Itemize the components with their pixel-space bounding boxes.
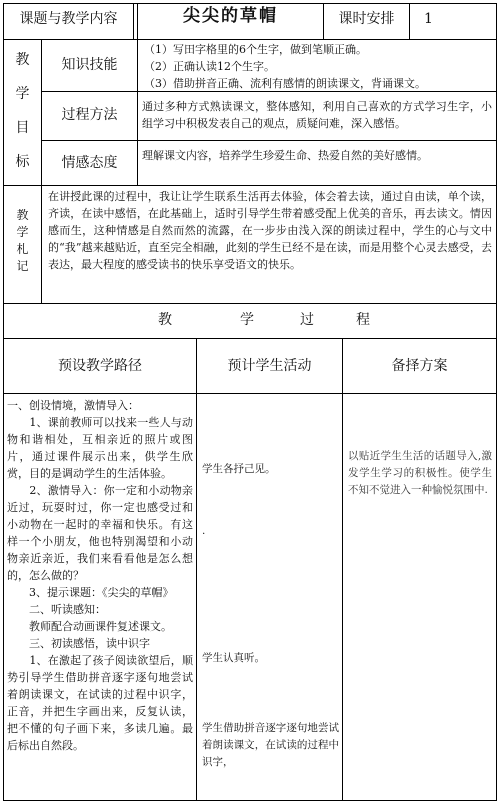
header-label: 课题与教学内容 <box>19 11 118 27</box>
header-divider-3 <box>409 3 410 39</box>
column-header-activity: 预计学生活动 <box>227 358 312 374</box>
objectives-side-label <box>4 43 41 179</box>
notes-bottom <box>3 303 497 304</box>
emotion-text: 理解课文内容，培养学生珍爱生命、热爱自然的美好感情。 <box>142 149 428 162</box>
knowledge-item-2: （2）正确认读12个生字。 <box>144 60 275 73</box>
period-label: 课时安排 <box>338 11 395 27</box>
objectives-label-divider <box>137 39 138 185</box>
process-title-char-4: 程 <box>356 312 370 328</box>
activity-3: 学生认真听。 <box>202 652 265 664</box>
knowledge-item-3: （3）借助拼音正确、流利有感情的朗读课文，背诵课文。 <box>144 77 426 90</box>
process-title-char-1: 教 <box>158 312 172 328</box>
obj-side-char: 标 <box>15 154 30 170</box>
column-header-path: 预设教学路径 <box>58 358 142 374</box>
border-bottom <box>3 800 497 801</box>
header-bottom <box>3 39 497 40</box>
process-title-char-2: 学 <box>240 312 254 328</box>
notes-side-char: 学 <box>16 225 29 239</box>
period-value: 1 <box>424 11 433 27</box>
objectives-bottom <box>3 185 497 186</box>
column-header-bottom <box>3 393 497 394</box>
notes-text: 在讲授此课的过程中，我让让学生联系生活再去体验，体会着去读，通过自由读，单个读，齐读，在读中感悟，在此基础上，适时引导学生带着感受配上优美的音乐，再去读文。情因感而生，这种情感是自然而然的流露，在一步步由浅入深的朗读过程中，学生的心与文中的“我”越来越贴近，直至完全相融，此刻的学生已经不是在读，而是用整个心灵去感受，去表达，最大程度的感受读书的快乐享受语文的快乐。 <box>48 190 492 271</box>
lesson-title: 尖尖的草帽 <box>183 6 278 26</box>
header-divider-1 <box>133 3 134 39</box>
obj-side-char: 教 <box>15 52 30 68</box>
knowledge-item-1: （1）写田字格里的6个生字，做到笔顺正确。 <box>144 43 367 56</box>
objective-row-2-bottom <box>41 140 497 141</box>
activity-4: 学生借助拼音逐字逐句地尝试着朗读课文，在试读的过程中识字， <box>202 722 339 768</box>
obj-side-char: 目 <box>15 120 30 136</box>
process-title-bottom <box>3 338 497 339</box>
notes-side-label <box>4 207 41 275</box>
obj-side-char: 学 <box>15 86 30 102</box>
notes-side-char: 记 <box>16 259 29 273</box>
alternative-plan-text: 以贴近学生生活的话题导入,激发学生学习的积极性。使学生不知不觉进入一种愉悦氛围中. <box>348 450 492 496</box>
column-divider-2 <box>342 338 343 801</box>
column-divider-1 <box>196 338 197 801</box>
process-method-label: 过程方法 <box>61 107 118 123</box>
teaching-path-text: 一、创设情境，激情导入： 1、课前教师可以找来一些人与动物和谐相处，互相亲近的照片或图片，通过课件展示出来，供学生欣赏，目的是调动学生的生活体验。 2、激情导入：你一定和小动物亲近过，玩耍时过，你一定也感受过和小动物在一起时的幸福和快乐。有这样一个小朋友，他也特别渴望和小动物亲近亲近，我们来看看他是怎么想的，怎么做的？ 3、提示课题：《尖尖的草帽》 二、听读感知： 教师配合动画课件复述课文。 三、初读感悟，读中识字 1、在激起了孩子阅读欲望后，顺势引导学生借助拼音逐字逐句地尝试着朗读课文，在试读的过程中识字，正音，并把生字画出来，反复认读，把不懂的句子画下来，多读几遍。最后标出自然段。 <box>7 399 193 752</box>
border-right <box>496 3 497 801</box>
activity-1: 学生各抒己见。 <box>202 463 276 475</box>
border-top <box>3 3 497 4</box>
notes-side-char: 札 <box>16 242 29 256</box>
process-title-char-3: 过 <box>300 312 314 328</box>
process-method-text: 通过多种方式熟读课文，整体感知，利用自己喜欢的方式学习生字，小组学习中积极发表自己的观点，质疑问难，深入感悟。 <box>142 100 492 130</box>
column-header-alternative: 备择方案 <box>391 358 448 374</box>
notes-divider <box>41 185 42 303</box>
activity-2: . <box>202 525 206 537</box>
knowledge-label: 知识技能 <box>61 57 118 73</box>
emotion-label: 情感态度 <box>61 155 118 171</box>
notes-side-char: 教 <box>16 208 29 222</box>
